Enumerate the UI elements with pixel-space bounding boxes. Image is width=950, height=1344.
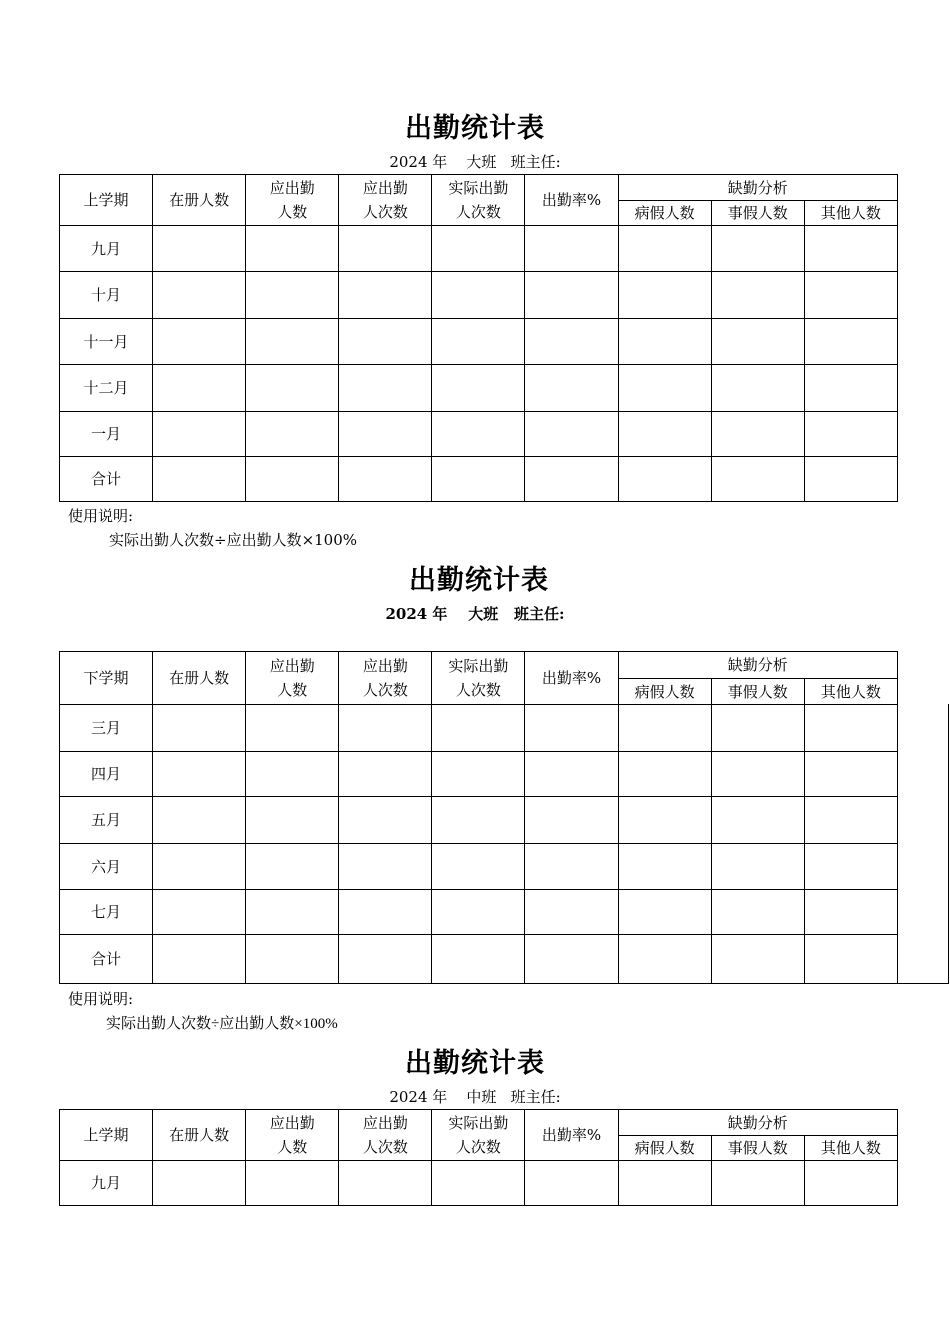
header-term: 上学期 — [60, 1110, 153, 1161]
cell[interactable] — [525, 752, 618, 797]
cell[interactable] — [246, 844, 339, 890]
attendance-table — [59, 174, 898, 502]
header-rate: 出勤率% — [525, 175, 618, 226]
cell[interactable] — [618, 890, 711, 935]
cell[interactable] — [339, 705, 432, 752]
header-expected-line1: 应出勤 — [269, 1114, 315, 1132]
cell[interactable] — [432, 226, 525, 272]
header-expected-times-line1: 应出勤 — [362, 657, 408, 675]
cell[interactable] — [525, 412, 618, 457]
header-expected-line2: 人数 — [277, 203, 308, 221]
cell[interactable] — [618, 1161, 711, 1206]
header-other: 其他人数 — [804, 1136, 897, 1161]
table-subtitle: 2024 年 大班 班主任: — [385, 605, 565, 623]
cell[interactable] — [711, 319, 804, 365]
cell[interactable] — [525, 935, 618, 984]
cell[interactable] — [246, 705, 339, 752]
header-actual-line1: 实际出勤 — [448, 657, 509, 675]
row-label: 十一月 — [60, 319, 153, 365]
cell[interactable] — [246, 365, 339, 412]
cell[interactable] — [339, 890, 432, 935]
header-actual-line2: 人次数 — [455, 203, 501, 221]
cell[interactable] — [339, 457, 432, 502]
cell[interactable] — [339, 752, 432, 797]
cell[interactable] — [339, 1161, 432, 1206]
cell[interactable] — [804, 226, 897, 272]
header-enrolled: 在册人数 — [153, 1110, 246, 1161]
header-actual-line1: 实际出勤 — [448, 179, 509, 197]
cell[interactable] — [339, 365, 432, 412]
cell[interactable] — [153, 752, 246, 797]
cell[interactable] — [153, 365, 246, 412]
cell[interactable] — [246, 412, 339, 457]
cell[interactable] — [525, 1161, 618, 1206]
cell[interactable] — [525, 272, 618, 319]
table-row — [60, 797, 898, 844]
cell[interactable] — [804, 457, 897, 502]
cell[interactable] — [804, 797, 897, 844]
cell[interactable] — [432, 797, 525, 844]
cell[interactable] — [804, 272, 897, 319]
cell[interactable] — [618, 752, 711, 797]
table-row — [60, 226, 898, 272]
cell[interactable] — [246, 890, 339, 935]
attendance-table — [59, 651, 898, 984]
header-expected — [246, 652, 339, 705]
row-label: 三月 — [60, 705, 153, 752]
header-absence: 缺勤分析 — [618, 175, 897, 201]
cell[interactable] — [618, 319, 711, 365]
table-row — [60, 365, 898, 412]
cell[interactable] — [153, 226, 246, 272]
attendance-table — [59, 1109, 898, 1206]
cell[interactable] — [153, 705, 246, 752]
usage-note-formula: 实际出勤人次数÷应出勤人数×100% — [109, 531, 358, 549]
table-row — [60, 319, 898, 365]
cell[interactable] — [246, 935, 339, 984]
cell[interactable] — [432, 412, 525, 457]
cell[interactable] — [804, 752, 897, 797]
cell[interactable] — [711, 797, 804, 844]
header-expected-times-line1: 应出勤 — [362, 1114, 408, 1132]
table-row — [60, 844, 898, 890]
row-label: 五月 — [60, 797, 153, 844]
cell[interactable] — [711, 457, 804, 502]
header-enrolled: 在册人数 — [153, 175, 246, 226]
cell[interactable] — [153, 844, 246, 890]
cell[interactable] — [339, 935, 432, 984]
header-personal: 事假人数 — [711, 201, 804, 226]
cell[interactable] — [246, 1161, 339, 1206]
cell[interactable] — [153, 319, 246, 365]
cell[interactable] — [618, 272, 711, 319]
cell[interactable] — [711, 226, 804, 272]
header-rate: 出勤率% — [525, 1110, 618, 1161]
cell[interactable] — [432, 319, 525, 365]
row-label: 四月 — [60, 752, 153, 797]
cell[interactable] — [525, 890, 618, 935]
cell[interactable] — [153, 412, 246, 457]
cell[interactable] — [339, 319, 432, 365]
cell[interactable] — [246, 797, 339, 844]
header-enrolled: 在册人数 — [153, 652, 246, 705]
cell[interactable] — [246, 319, 339, 365]
cell[interactable] — [618, 457, 711, 502]
cell[interactable] — [153, 890, 246, 935]
table-row — [60, 705, 898, 752]
cell[interactable] — [339, 844, 432, 890]
cell[interactable] — [618, 226, 711, 272]
cell[interactable] — [804, 890, 897, 935]
cell[interactable] — [525, 844, 618, 890]
table-row — [60, 412, 898, 457]
page-title: 出勤统计表 — [405, 113, 545, 144]
cell[interactable] — [711, 365, 804, 412]
cell[interactable] — [804, 319, 897, 365]
cell[interactable] — [432, 752, 525, 797]
header-absence: 缺勤分析 — [618, 1110, 897, 1136]
cell[interactable] — [525, 226, 618, 272]
header-expected-times-line2: 人次数 — [362, 681, 408, 699]
header-expected-line1: 应出勤 — [269, 179, 315, 197]
header-rate: 出勤率% — [525, 652, 618, 705]
cell[interactable] — [804, 844, 897, 890]
table-row — [60, 1161, 898, 1206]
header-expected-times — [339, 175, 432, 226]
cell[interactable] — [618, 705, 711, 752]
cell[interactable] — [711, 752, 804, 797]
header-expected-times-line1: 应出勤 — [362, 179, 408, 197]
cell[interactable] — [432, 365, 525, 412]
header-sick: 病假人数 — [618, 1136, 711, 1161]
cell[interactable] — [711, 844, 804, 890]
header-personal: 事假人数 — [711, 1136, 804, 1161]
cell[interactable] — [432, 1161, 525, 1206]
cell[interactable] — [432, 890, 525, 935]
header-term: 下学期 — [60, 652, 153, 705]
cell[interactable] — [432, 935, 525, 984]
header-term: 上学期 — [60, 175, 153, 226]
header-expected-times-line2: 人次数 — [362, 1138, 408, 1156]
cell[interactable] — [153, 272, 246, 319]
page-title: 出勤统计表 — [405, 1048, 545, 1079]
cell[interactable] — [432, 272, 525, 319]
table-row-total — [60, 457, 898, 502]
header-sick: 病假人数 — [618, 201, 711, 226]
cell[interactable] — [432, 844, 525, 890]
page-title: 出勤统计表 — [409, 565, 549, 596]
table-subtitle: 2024 年 大班 班主任: — [389, 153, 561, 171]
header-expected — [246, 1110, 339, 1161]
header-expected-times — [339, 1110, 432, 1161]
cell[interactable] — [711, 272, 804, 319]
cell[interactable] — [804, 705, 897, 752]
table-subtitle: 2024 年 中班 班主任: — [389, 1088, 561, 1106]
header-actual — [432, 1110, 525, 1161]
cell[interactable] — [711, 705, 804, 752]
row-label: 六月 — [60, 844, 153, 890]
cell[interactable] — [804, 1161, 897, 1206]
cell[interactable] — [339, 272, 432, 319]
table-row-total — [60, 935, 898, 984]
usage-note-title: 使用说明: — [68, 507, 134, 525]
cell[interactable] — [804, 935, 897, 984]
header-other: 其他人数 — [804, 201, 897, 226]
row-label: 一月 — [60, 412, 153, 457]
cell[interactable] — [153, 1161, 246, 1206]
edge-bottom-line — [898, 983, 949, 984]
cell[interactable] — [525, 365, 618, 412]
header-actual-line2: 人次数 — [455, 681, 501, 699]
cell[interactable] — [432, 705, 525, 752]
cell[interactable] — [525, 705, 618, 752]
usage-note-title: 使用说明: — [68, 990, 134, 1008]
cell[interactable] — [711, 412, 804, 457]
cell[interactable] — [804, 365, 897, 412]
cell[interactable] — [711, 890, 804, 935]
row-label: 十月 — [60, 272, 153, 319]
table-row — [60, 752, 898, 797]
row-label: 合计 — [60, 935, 153, 984]
cell[interactable] — [246, 272, 339, 319]
header-other: 其他人数 — [804, 679, 897, 705]
usage-note-formula: 实际出勤人次数÷应出勤人数×100% — [106, 1016, 338, 1032]
header-sick: 病假人数 — [618, 679, 711, 705]
cell[interactable] — [618, 844, 711, 890]
table-row — [60, 890, 898, 935]
cell[interactable] — [618, 935, 711, 984]
header-expected-line2: 人数 — [277, 681, 308, 699]
cell[interactable] — [525, 457, 618, 502]
cell[interactable] — [339, 412, 432, 457]
header-actual — [432, 175, 525, 226]
header-actual-line2: 人次数 — [455, 1138, 501, 1156]
cell[interactable] — [804, 412, 897, 457]
header-absence: 缺勤分析 — [618, 652, 897, 679]
cell[interactable] — [153, 457, 246, 502]
cell[interactable] — [246, 752, 339, 797]
cell[interactable] — [618, 412, 711, 457]
page-edge-line — [948, 704, 949, 984]
cell[interactable] — [246, 457, 339, 502]
row-label: 七月 — [60, 890, 153, 935]
header-expected-times-line2: 人次数 — [362, 203, 408, 221]
cell[interactable] — [618, 797, 711, 844]
cell[interactable] — [525, 797, 618, 844]
row-label: 合计 — [60, 457, 153, 502]
cell[interactable] — [339, 226, 432, 272]
header-expected — [246, 175, 339, 226]
cell[interactable] — [153, 797, 246, 844]
header-expected-line1: 应出勤 — [269, 657, 315, 675]
cell[interactable] — [618, 365, 711, 412]
cell[interactable] — [711, 935, 804, 984]
row-label: 十二月 — [60, 365, 153, 412]
cell[interactable] — [525, 319, 618, 365]
header-personal: 事假人数 — [711, 679, 804, 705]
header-actual-line1: 实际出勤 — [448, 1114, 509, 1132]
row-label: 九月 — [60, 226, 153, 272]
cell[interactable] — [339, 797, 432, 844]
cell[interactable] — [246, 226, 339, 272]
cell[interactable] — [711, 1161, 804, 1206]
row-label: 九月 — [60, 1161, 153, 1206]
header-expected-line2: 人数 — [277, 1138, 308, 1156]
cell[interactable] — [153, 935, 246, 984]
table-row — [60, 272, 898, 319]
header-actual — [432, 652, 525, 705]
header-expected-times — [339, 652, 432, 705]
cell[interactable] — [432, 457, 525, 502]
